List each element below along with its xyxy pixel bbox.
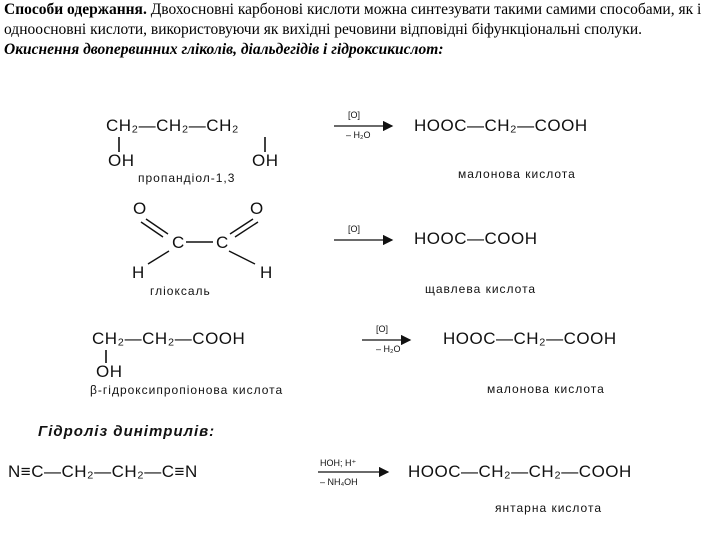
reaction-2 — [132, 199, 538, 298]
reaction-3-product-name: малонова кислота — [487, 382, 605, 396]
reaction-1-product-name: малонова кислота — [458, 167, 576, 181]
atom-o-left: O — [133, 199, 147, 218]
hydrolysis-heading: Гідроліз динітрилів: — [38, 423, 216, 440]
hydrolysis-cond-top: HOH; H⁺ — [320, 458, 357, 468]
hydrolysis-product: HOOC—CH₂—CH₂—COOH — [408, 462, 632, 481]
bond-line — [141, 222, 163, 237]
reaction-2-reactant-name: гліоксаль — [150, 284, 211, 298]
reaction-1-cond-bottom: – H₂O — [346, 130, 371, 140]
reaction-1-cond-top: [O] — [348, 110, 361, 120]
oxidation-subheading: Окиснення двопервинних гліколів, діальдегідів і гідроксикислот: — [4, 41, 444, 58]
reaction-2-product-name: щавлева кислота — [425, 282, 537, 296]
hydrolysis-product-name: янтарна кислота — [495, 501, 603, 515]
reaction-1-oh-left: OH — [108, 151, 135, 170]
reaction-3-product: HOOC—CH₂—COOH — [443, 329, 617, 348]
reaction-3-reactant-name: β-гідроксипропіонова кислота — [90, 383, 284, 397]
atom-c-right: C — [216, 233, 229, 252]
atom-o-right: O — [250, 199, 264, 218]
hydrolysis-cond-bottom: – NH₄OH — [320, 477, 358, 487]
atom-h-right: H — [260, 263, 273, 282]
intro-lead-text: Двохосновні карбонові кислоти можна синтезувати такими самими способами, як і одноосновні кислоти, використовуючи як вихідні речовини відповідні біфункціональні сполуки. — [4, 1, 702, 38]
reaction-1-reactant: CH₂—CH₂—CH₂ — [106, 116, 239, 135]
reaction-1 — [106, 110, 588, 185]
bond-line — [230, 219, 253, 234]
bond-line — [146, 219, 168, 234]
bond-line — [148, 251, 169, 264]
reaction-3-cond-bottom: – H₂O — [376, 344, 401, 354]
reaction-1-oh-right: OH — [252, 151, 279, 170]
reaction-3-cond-top: [O] — [376, 324, 389, 334]
atom-h-left: H — [132, 263, 145, 282]
bond-line — [235, 222, 258, 237]
intro-lead-bold: Способи одержання. — [4, 1, 147, 18]
atom-c-left: C — [172, 233, 185, 252]
reaction-3-oh: OH — [96, 362, 123, 381]
bond-line — [229, 251, 255, 264]
reaction-1-reactant-name: пропандіол-1,3 — [138, 171, 236, 185]
reaction-3-reactant: CH₂—CH₂—COOH — [92, 329, 246, 348]
hydrolysis-reactant: N≡C—CH₂—CH₂—C≡N — [8, 462, 198, 481]
reaction-2-cond-top: [O] — [348, 224, 361, 234]
reaction-2-product: HOOC—COOH — [414, 229, 538, 248]
reaction-3 — [90, 324, 617, 397]
reaction-1-product: HOOC—CH₂—COOH — [414, 116, 588, 135]
dinitrile-hydrolysis — [8, 423, 632, 515]
